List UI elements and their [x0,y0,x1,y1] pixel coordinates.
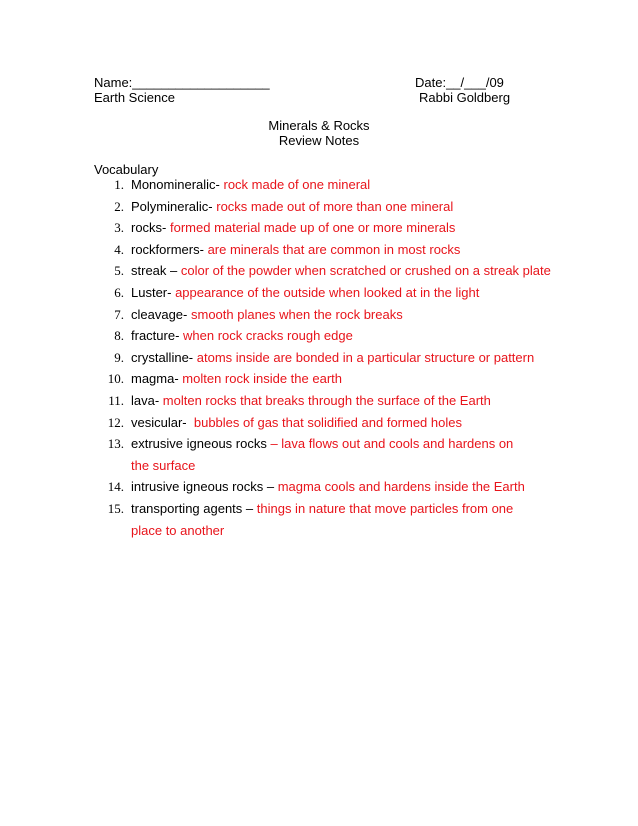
item-number: 13. [107,436,124,452]
vocab-term: streak – [131,263,181,279]
vocab-definition: formed material made up of one or more minerals [170,220,456,236]
document-title: Minerals & Rocks [268,118,370,133]
vocab-definition: things in nature that move particles from one place to another [131,500,514,538]
vocab-term: cleavage- [131,306,191,322]
date-field-label: Date:__/___/09 [415,75,504,90]
item-number: 12. [107,414,124,430]
vocab-definition: bubbles of gas that solidified and formed holes [193,414,462,430]
item-number: 6. [114,284,124,300]
vocab-definition: rocks made out of more than one mineral [216,198,454,214]
vocab-term: Polymineralic- [131,198,217,214]
item-number: 14. [107,479,124,495]
list-item [0,326,638,348]
vocab-definition: molten rocks that breaks through the surface of the Earth [162,392,491,408]
list-item [0,305,638,327]
item-number: 9. [114,349,124,365]
vocab-term: intrusive igneous rocks – [131,479,278,495]
vocab-term: Monomineralic- [131,177,224,192]
list-item [0,499,638,542]
vocab-term: crystalline- [131,349,197,365]
vocab-term: rockformers- [131,241,208,257]
item-number: 2. [114,198,124,214]
list-item [0,348,638,370]
list-item [0,434,638,477]
vocab-term: extrusive igneous rocks [131,436,271,452]
vocab-definition: smooth planes when the rock breaks [190,306,403,322]
list-item [0,283,638,305]
list-item [0,391,638,413]
vocab-definition: are minerals that are common in most rocks [207,241,461,257]
vocab-term: fracture- [131,328,184,344]
vocab-definition: atoms inside are bonded in a particular structure or pattern [196,349,535,365]
vocab-definition: rock made of one mineral [223,177,371,192]
vocab-term: Luster- [131,284,176,300]
item-number: 8. [114,328,124,344]
vocab-definition: color of the powder when scratched or crushed on a streak plate [180,263,551,279]
teacher-name: Rabbi Goldberg [419,90,511,105]
list-item [0,413,638,435]
vocab-definition: – lava flows out and cools and hardens on the surface [131,436,514,473]
item-number: 1. [114,177,124,192]
vocab-term: vesicular- [131,414,194,430]
item-number: 10. [107,371,124,387]
item-number: 3. [114,220,124,236]
vocab-term: magma- [131,371,183,387]
vocab-definition: when rock cracks rough edge [183,328,353,344]
list-item [0,175,638,197]
vocabulary-list [0,175,638,542]
item-number: 11. [108,392,124,408]
item-number: 4. [114,241,124,257]
list-item [0,477,638,499]
vocab-definition: magma cools and hardens inside the Earth [277,479,525,495]
list-item [0,261,638,283]
item-number: 5. [114,263,124,279]
name-field-label: Name:___________________ [94,75,270,90]
vocab-definition: appearance of the outside when looked at in the light [175,284,480,300]
course-name: Earth Science [94,90,175,105]
document-subtitle: Review Notes [278,133,360,148]
vocab-term: transporting agents – [131,500,257,516]
vocabulary-heading: Vocabulary [94,162,159,177]
vocab-term: lava- [131,392,163,408]
list-item [0,369,638,391]
item-number: 15. [107,500,124,516]
item-number: 7. [114,306,124,322]
vocab-term: rocks- [131,220,170,236]
list-item [0,240,638,262]
list-item [0,218,638,240]
vocab-definition: molten rock inside the earth [182,371,342,387]
list-item [0,197,638,219]
